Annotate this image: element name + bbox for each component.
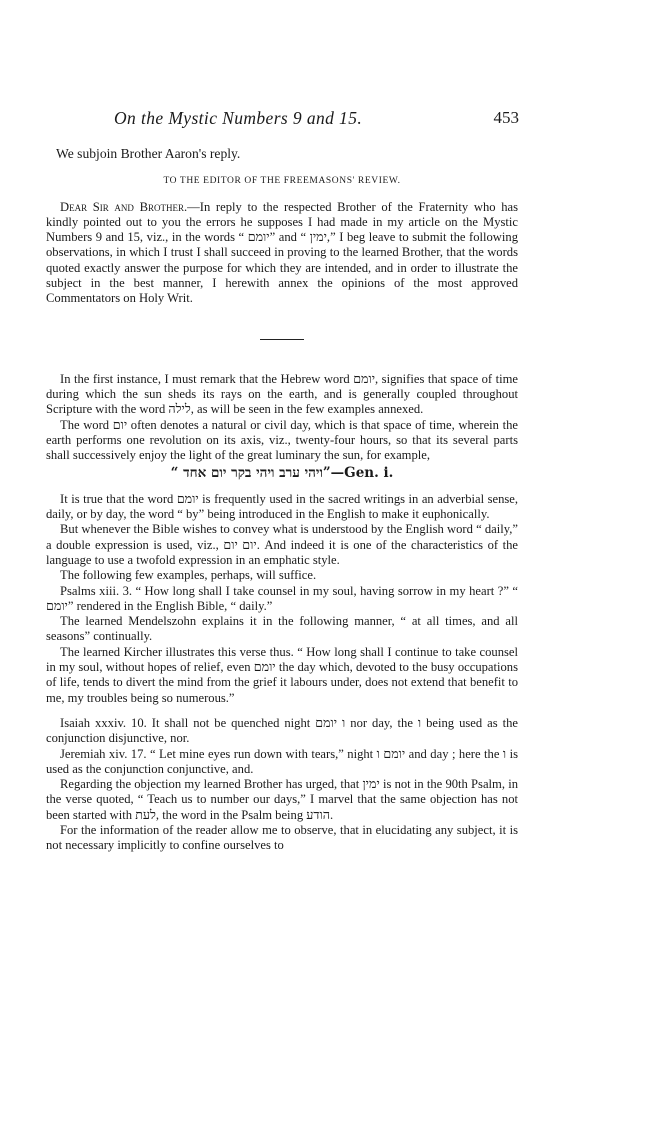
paragraph-7: The learned Mendelszohn explains it in the following manner, “ at all times, and all seasons” continually. <box>46 614 518 644</box>
section-divider <box>260 339 304 340</box>
paragraph-6: Psalms xiii. 3. “ How long shall I take counsel in my soul, having sorrow in my heart ?” “ יומם” rendered in the English Bible, “ daily.” <box>46 583 518 613</box>
genesis-verse: “ ויהי ערב ויהי בקר יום אחד”—Gen. i. <box>170 465 394 482</box>
letter-heading: TO THE EDITOR OF THE FREEMASONS' REVIEW. <box>163 176 401 187</box>
paragraph-12: For the information of the reader allow me to observe, that in elucidating any subject, it is not necessary implicitly to confine ourselves to <box>46 822 518 853</box>
paragraph-10: Jeremiah xiv. 17. “ Let mine eyes run down with tears,” night יומם ו and day ; here the ו is used as the conjunction conjunctive, and. <box>46 746 518 776</box>
paragraph-1: In the first instance, I must remark that the Hebrew word יומם, signifies that space of time during which the sun sheds its rays on the earth, and is generally coupled throughout Scripture with the word לילה, as will be seen in the few examples annexed. <box>46 371 518 417</box>
paragraph-11: Regarding the objection my learned Brother has urged, that ימין is not in the 90th Psalm, in the verse quoted, “ Teach us to number our days,” I marvel that the same objection has not been started with לעת, the word in the Psalm being הודע. <box>46 777 518 822</box>
paragraph-3: It is true that the word יומם is frequently used in the sacred writings in an adverbial sense, daily, or by day, the word “ by” being introduced in the English to make it euphonically. <box>46 491 519 522</box>
salutation: Dear Sir and Brother. <box>60 199 188 214</box>
intro-line: We subjoin Brother Aaron's reply. <box>56 146 241 161</box>
letter-body: —In reply to the respected Brother of the Fraternity who has kindly pointed out to you the errors he supposes I had made in my article on the Mystic Numbers 9 and 15, viz., in the words “ יומם” and “ ימין,” I beg leave to submit the following observations, in which I trust I shall succeed in proving to the learned Brother, that the words quoted exactly answer the purpose for which they are intended, and in order to illustrate the subject in the best manner, I herewith annex the opinions of the most approved Commentators on Holy Writ. <box>46 199 518 306</box>
letter-paragraph <box>46 200 518 307</box>
paragraph-2: The word יום often denotes a natural or civil day, which is that space of time, wherein the earth performs one revolution on its axis, viz., twenty-four hours, so that its several parts shall successively enjoy the light of the great luminary the sun, for example, <box>46 417 519 463</box>
page <box>46 108 518 854</box>
running-title: On the Mystic Numbers 9 and 15. <box>114 108 363 128</box>
paragraph-5: The following few examples, perhaps, will suffice. <box>60 568 317 583</box>
paragraph-8: The learned Kircher illustrates this verse thus. “ How long shall I continue to take counsel in my soul, without hopes of relief, even יומם the day which, devoted to the busy occupations of life, tends to divert the mind from the grief it labours under, does not extend that benefit to me, my troubles being so numerous.” <box>46 644 518 705</box>
page-number: 453 <box>493 108 519 127</box>
running-header <box>46 108 518 132</box>
paragraph-9: Isaiah xxxiv. 10. It shall not be quenched night ו יומם nor day, the ו being used as the conjunction disjunctive, nor. <box>46 715 518 746</box>
paragraph-4: But whenever the Bible wishes to convey what is understood by the English word “ daily,” a double expression is used, viz., יום יום. And indeed it is one of the characteristics of the language to use a twofold expression in an emphatic style. <box>46 522 519 567</box>
